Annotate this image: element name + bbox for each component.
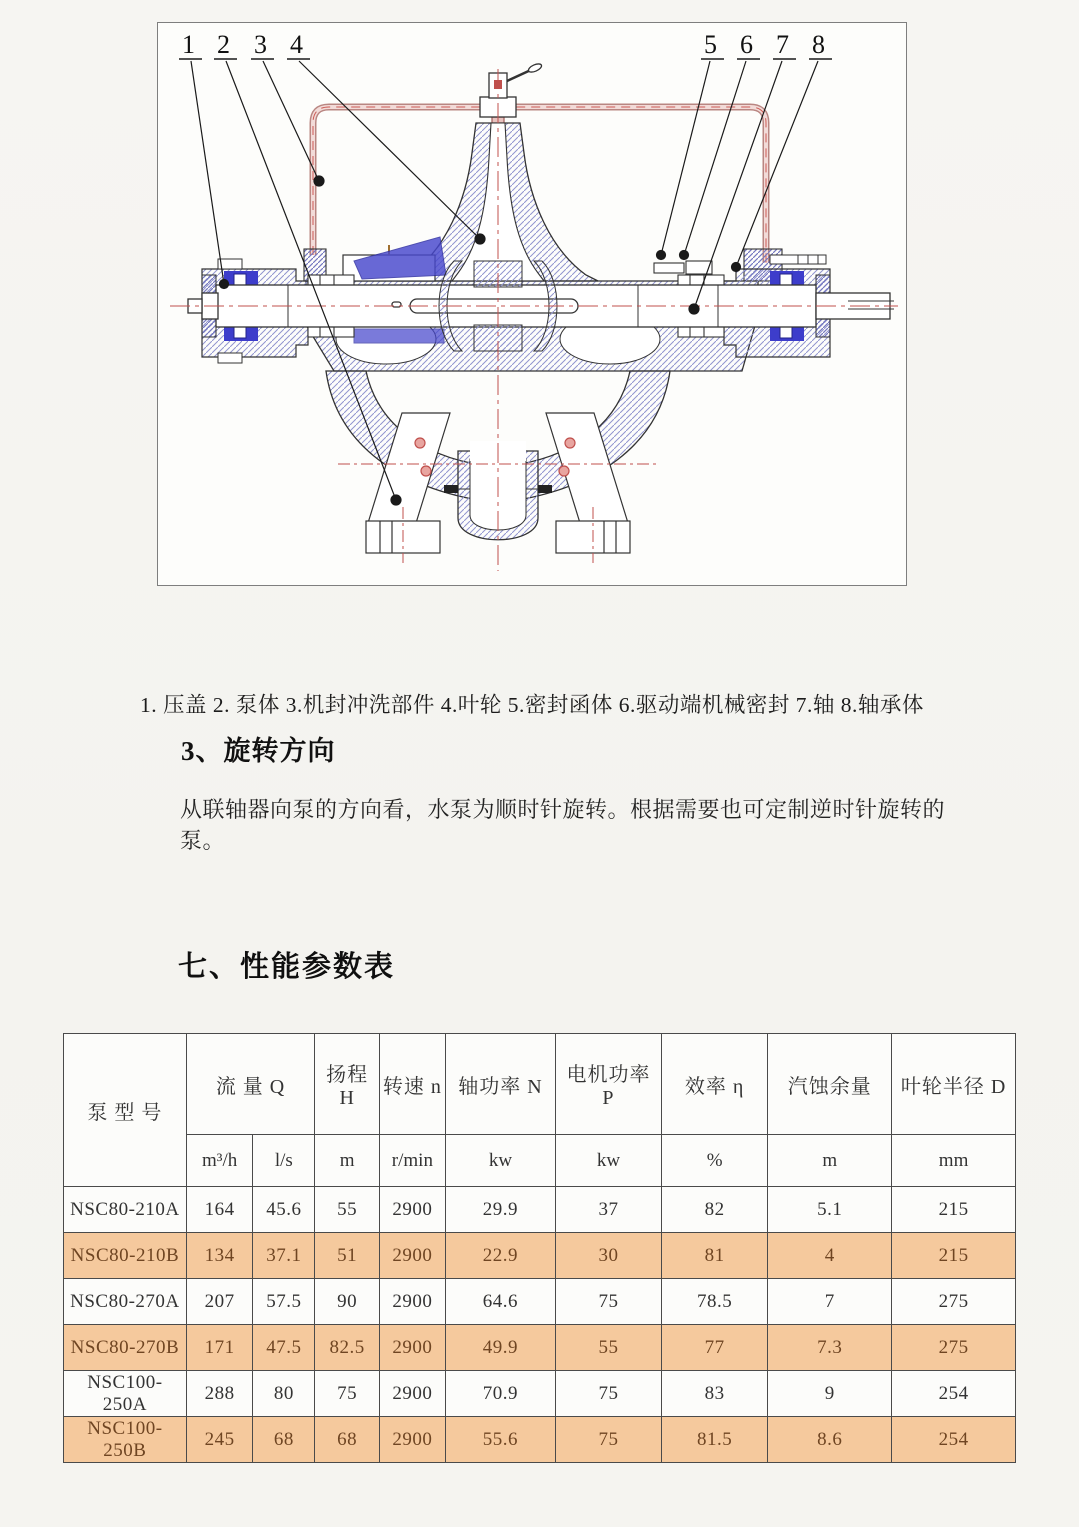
header-impeller-radius: 叶轮半径 D xyxy=(892,1034,1016,1135)
rotation-section-body: 从联轴器向泵的方向看，水泵为顺时针旋转。根据需要也可定制逆时针旋转的泵。 xyxy=(180,797,946,853)
table-row xyxy=(64,1279,1016,1325)
cell-flow-m3h: 207 xyxy=(186,1279,253,1325)
unit-rmin: r/min xyxy=(380,1135,446,1187)
cell-impeller-radius: 215 xyxy=(892,1233,1016,1279)
callout-4: 4 xyxy=(290,30,303,59)
cell-efficiency: 83 xyxy=(661,1371,768,1417)
cell-efficiency: 81 xyxy=(661,1233,768,1279)
cell-head: 82.5 xyxy=(315,1325,380,1371)
unit-kw-shaft: kw xyxy=(445,1135,555,1187)
callout-3: 3 xyxy=(254,30,267,59)
unit-npsh-m: m xyxy=(768,1135,892,1187)
callout-8: 8 xyxy=(812,30,825,59)
cell-model: NSC80-270A xyxy=(64,1279,187,1325)
cell-head: 55 xyxy=(315,1187,380,1233)
cell-motor-power: 37 xyxy=(556,1187,662,1233)
table-row xyxy=(64,1233,1016,1279)
cell-motor-power: 75 xyxy=(556,1371,662,1417)
cell-impeller-radius: 254 xyxy=(892,1371,1016,1417)
cell-speed: 2900 xyxy=(380,1417,446,1463)
cell-shaft-power: 70.9 xyxy=(445,1371,555,1417)
cell-speed: 2900 xyxy=(380,1187,446,1233)
header-npsh: 汽蚀余量 xyxy=(768,1034,892,1135)
cell-speed: 2900 xyxy=(380,1279,446,1325)
cell-impeller-radius: 275 xyxy=(892,1279,1016,1325)
unit-mm: mm xyxy=(892,1135,1016,1187)
cell-shaft-power: 49.9 xyxy=(445,1325,555,1371)
callout-1: 1 xyxy=(182,30,195,59)
header-pump-model: 泵 型 号 xyxy=(64,1034,187,1187)
cell-shaft-power: 29.9 xyxy=(445,1187,555,1233)
parts-list-caption: 1. 压盖 2. 泵体 3.机封冲洗部件 4.叶轮 5.密封函体 6.驱动端机械密封 7.轴 8.轴承体 xyxy=(140,693,924,717)
cell-flow-m3h: 134 xyxy=(186,1233,253,1279)
header-flow: 流 量 Q xyxy=(186,1034,315,1135)
cell-impeller-radius: 275 xyxy=(892,1325,1016,1371)
cell-npsh: 9 xyxy=(768,1371,892,1417)
cell-motor-power: 75 xyxy=(556,1417,662,1463)
cell-flow-ls: 37.1 xyxy=(253,1233,315,1279)
cell-flow-ls: 47.5 xyxy=(253,1325,315,1371)
header-motor-power: 电机功率 P xyxy=(556,1034,662,1135)
unit-kw-motor: kw xyxy=(556,1135,662,1187)
unit-m: m xyxy=(315,1135,380,1187)
cell-head: 90 xyxy=(315,1279,380,1325)
table-row xyxy=(64,1325,1016,1371)
cell-head: 51 xyxy=(315,1233,380,1279)
table-row xyxy=(64,1187,1016,1233)
cell-flow-m3h: 288 xyxy=(186,1371,253,1417)
cell-flow-ls: 57.5 xyxy=(253,1279,315,1325)
cell-head: 75 xyxy=(315,1371,380,1417)
cell-model: NSC100-250A xyxy=(64,1371,187,1417)
cell-impeller-radius: 254 xyxy=(892,1417,1016,1463)
cell-impeller-radius: 215 xyxy=(892,1187,1016,1233)
header-shaft-power: 轴功率 N xyxy=(445,1034,555,1135)
cell-shaft-power: 22.9 xyxy=(445,1233,555,1279)
cell-speed: 2900 xyxy=(380,1233,446,1279)
cell-flow-ls: 80 xyxy=(253,1371,315,1417)
table-body xyxy=(64,1187,1016,1463)
unit-percent: % xyxy=(661,1135,768,1187)
cell-model: NSC80-210B xyxy=(64,1233,187,1279)
cell-efficiency: 82 xyxy=(661,1187,768,1233)
cell-flow-ls: 45.6 xyxy=(253,1187,315,1233)
cell-shaft-power: 64.6 xyxy=(445,1279,555,1325)
cell-efficiency: 78.5 xyxy=(661,1279,768,1325)
cell-motor-power: 30 xyxy=(556,1233,662,1279)
performance-section-title: 七、性能参数表 xyxy=(178,951,396,983)
cell-motor-power: 75 xyxy=(556,1279,662,1325)
cell-npsh: 4 xyxy=(768,1233,892,1279)
table-row xyxy=(64,1371,1016,1417)
callout-2: 2 xyxy=(217,30,230,59)
cell-model: NSC100-250B xyxy=(64,1417,187,1463)
header-speed: 转速 n xyxy=(380,1034,446,1135)
cell-efficiency: 81.5 xyxy=(661,1417,768,1463)
cell-efficiency: 77 xyxy=(661,1325,768,1371)
cell-npsh: 7.3 xyxy=(768,1325,892,1371)
cell-motor-power: 55 xyxy=(556,1325,662,1371)
unit-m3h: m³/h xyxy=(186,1135,253,1187)
cell-flow-m3h: 245 xyxy=(186,1417,253,1463)
cell-model: NSC80-270B xyxy=(64,1325,187,1371)
cell-npsh: 8.6 xyxy=(768,1417,892,1463)
cell-speed: 2900 xyxy=(380,1371,446,1417)
pump-drawing-svg xyxy=(158,23,906,585)
cell-flow-m3h: 164 xyxy=(186,1187,253,1233)
callout-labels xyxy=(179,30,832,59)
cell-speed: 2900 xyxy=(380,1325,446,1371)
callout-6: 6 xyxy=(740,30,753,59)
rotation-section-title: 3、旋转方向 xyxy=(181,736,336,766)
cell-flow-m3h: 171 xyxy=(186,1325,253,1371)
callout-7: 7 xyxy=(776,30,789,59)
header-efficiency: 效率 η xyxy=(661,1034,768,1135)
performance-table xyxy=(63,1033,1016,1463)
cell-npsh: 5.1 xyxy=(768,1187,892,1233)
cell-head: 68 xyxy=(315,1417,380,1463)
cell-model: NSC80-210A xyxy=(64,1187,187,1233)
cell-flow-ls: 68 xyxy=(253,1417,315,1463)
unit-ls: l/s xyxy=(253,1135,315,1187)
cell-npsh: 7 xyxy=(768,1279,892,1325)
header-head: 扬程 H xyxy=(315,1034,380,1135)
table-row xyxy=(64,1417,1016,1463)
callout-5: 5 xyxy=(704,30,717,59)
pump-cross-section-drawing xyxy=(157,22,907,586)
cell-shaft-power: 55.6 xyxy=(445,1417,555,1463)
